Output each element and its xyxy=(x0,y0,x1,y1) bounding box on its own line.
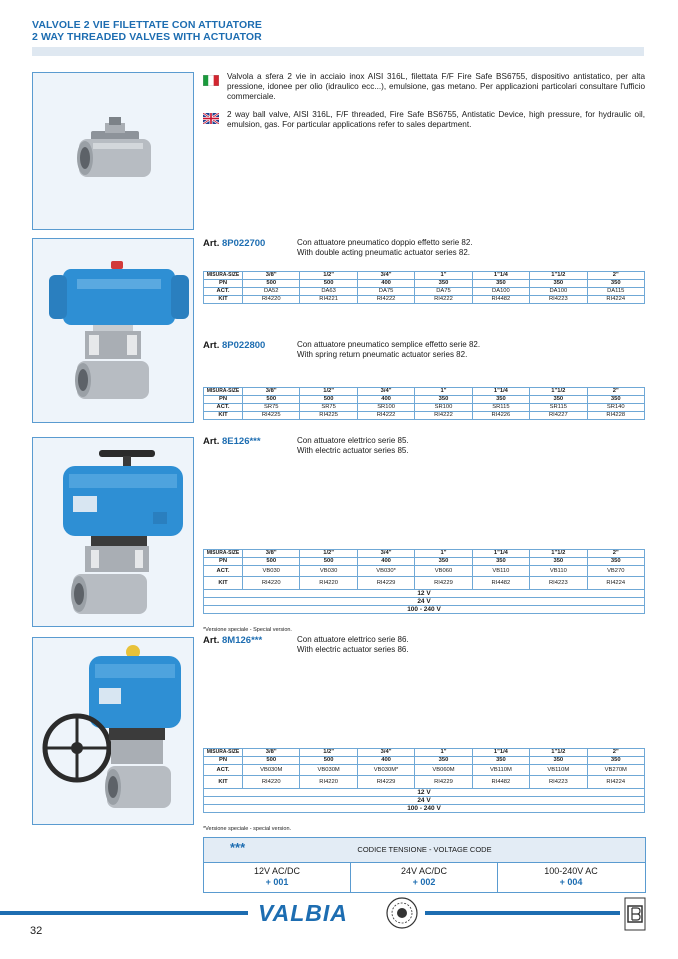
act-cell: DA63 xyxy=(300,288,357,296)
page-title-it: VALVOLE 2 VIE FILETTATE CON ATTUATORE xyxy=(32,19,263,31)
act-cell: VB030* xyxy=(357,566,414,577)
size-label: MISURA-SIZE xyxy=(204,272,243,280)
pneumatic-actuator-illustration xyxy=(33,239,193,422)
pn-row xyxy=(204,757,645,765)
article-4-prefix: Art. xyxy=(203,635,220,646)
kit-cell: RI4229 xyxy=(357,776,414,789)
voltage-code-header xyxy=(204,838,645,863)
kit-cell: RI4222 xyxy=(415,412,472,420)
kit-cell: RI4222 xyxy=(357,296,414,304)
header-bar xyxy=(32,47,644,56)
article-4-code xyxy=(203,635,262,646)
size-cell: 1"1/4 xyxy=(472,388,529,396)
intro-text-en: 2 way ball valve, AISI 316L, F/F threaded, Fire Safe BS6755, Antistatic Device, high pressure, for hydraulic oil, emulsion, gas. For particular applications refer to sales department. xyxy=(227,110,645,129)
pn-cell: 350 xyxy=(587,558,644,566)
product-photo-pneumatic-actuator xyxy=(32,238,194,423)
voltage-code-suffix: + 002 xyxy=(412,877,436,887)
kit-cell: RI4224 xyxy=(587,577,644,590)
pn-row xyxy=(204,280,645,288)
kit-cell: RI4229 xyxy=(415,577,472,590)
article-1-desc-en: With double acting pneumatic actuator series 82. xyxy=(297,248,470,257)
kit-cell: RI4221 xyxy=(300,296,357,304)
voltage-code-item xyxy=(351,863,498,892)
intro-text-it: Valvola a sfera 2 vie in acciaio inox AISI 316L, filettata F/F Fire Safe BS6755, dispositivo antistatico, per alta pressione, idonee per olio (idraulico ecc...), emulsione, gas metano. Per applicazioni particolari consultare l'ufficio commerciale. xyxy=(227,72,645,101)
kit-cell: RI4228 xyxy=(587,412,644,420)
size-cell: 1" xyxy=(415,388,472,396)
pn-cell: 350 xyxy=(472,757,529,765)
pn-cell: 400 xyxy=(357,757,414,765)
act-cell: DA75 xyxy=(357,288,414,296)
act-label: ACT. xyxy=(204,288,243,296)
pn-label: PN xyxy=(204,396,243,404)
article-1-desc-it: Con attuatore pneumatico doppio effetto serie 82. xyxy=(297,238,473,247)
voltage-code-stars: *** xyxy=(230,840,246,855)
footer-line-right xyxy=(425,911,620,915)
act-cell: VB030M* xyxy=(357,765,414,776)
electric-actuator-85-illustration xyxy=(33,438,193,626)
pn-cell: 500 xyxy=(243,757,300,765)
act-cell: VB110M xyxy=(472,765,529,776)
pn-cell: 350 xyxy=(472,558,529,566)
article-3-prefix: Art. xyxy=(203,436,220,447)
size-cell: 3/8" xyxy=(243,272,300,280)
size-cell: 3/8" xyxy=(243,550,300,558)
pn-cell: 500 xyxy=(300,757,357,765)
act-cell: VB110 xyxy=(530,566,587,577)
pn-label: PN xyxy=(204,757,243,765)
brand-logo xyxy=(254,898,374,928)
voltage-cell: 12 V xyxy=(204,590,645,598)
act-cell: DA115 xyxy=(587,288,644,296)
act-cell: VB030M xyxy=(243,765,300,776)
kit-cell: RI4225 xyxy=(243,412,300,420)
act-cell: VB060 xyxy=(415,566,472,577)
voltage-code-voltage: 12V AC/DC xyxy=(253,866,301,876)
pn-cell: 350 xyxy=(530,280,587,288)
size-cell: 2" xyxy=(587,749,644,757)
pn-cell: 350 xyxy=(530,757,587,765)
kit-row xyxy=(204,776,645,789)
voltage-cell: 24 V xyxy=(204,797,645,805)
kit-cell: RI4224 xyxy=(587,776,644,789)
kit-cell: RI4482 xyxy=(472,296,529,304)
article-3-table xyxy=(203,549,645,614)
size-label: MISURA-SIZE xyxy=(204,388,243,396)
kit-cell: RI4223 xyxy=(530,577,587,590)
size-cell: 1"1/2 xyxy=(530,388,587,396)
act-cell: SR100 xyxy=(357,404,414,412)
act-cell: SR75 xyxy=(300,404,357,412)
size-cell: 3/4" xyxy=(357,388,414,396)
product-photo-bare-valve xyxy=(32,72,194,230)
size-row xyxy=(204,272,645,280)
pn-cell: 400 xyxy=(357,280,414,288)
pn-cell: 500 xyxy=(300,558,357,566)
article-2-code xyxy=(203,340,265,351)
product-photo-electric-actuator-86 xyxy=(32,637,194,825)
uk-flag-icon xyxy=(203,111,219,122)
pn-row xyxy=(204,396,645,404)
act-row xyxy=(204,288,645,296)
size-label: MISURA-SIZE xyxy=(204,749,243,757)
kit-cell: RI4220 xyxy=(243,296,300,304)
pn-cell: 350 xyxy=(587,757,644,765)
pn-cell: 500 xyxy=(243,396,300,404)
pn-cell: 350 xyxy=(415,757,472,765)
kit-cell: RI4229 xyxy=(415,776,472,789)
article-1-number: 8P022700 xyxy=(222,238,266,249)
act-label: ACT. xyxy=(204,765,243,776)
kit-cell: RI4482 xyxy=(472,776,529,789)
kit-cell: RI4222 xyxy=(357,412,414,420)
voltage-row xyxy=(204,598,645,606)
product-photo-electric-actuator-85 xyxy=(32,437,194,627)
kit-row xyxy=(204,577,645,590)
act-cell: VB270 xyxy=(587,566,644,577)
voltage-cell: 100 - 240 V xyxy=(204,805,645,813)
pn-cell: 350 xyxy=(530,558,587,566)
pn-cell: 350 xyxy=(530,396,587,404)
act-cell: DA100 xyxy=(472,288,529,296)
page-title-en: 2 WAY THREADED VALVES WITH ACTUATOR xyxy=(32,31,262,43)
pn-cell: 500 xyxy=(243,280,300,288)
act-cell: VB270M xyxy=(587,765,644,776)
size-cell: 3/8" xyxy=(243,388,300,396)
act-cell: VB030M xyxy=(300,765,357,776)
act-cell: VB030 xyxy=(243,566,300,577)
article-2-number: 8P022800 xyxy=(222,340,266,351)
act-cell: SR75 xyxy=(243,404,300,412)
kit-cell: RI4223 xyxy=(530,776,587,789)
voltage-cell: 24 V xyxy=(204,598,645,606)
article-4-table xyxy=(203,748,645,813)
page-number: 32 xyxy=(30,925,43,937)
electric-actuator-86-illustration xyxy=(33,638,193,824)
size-cell: 3/8" xyxy=(243,749,300,757)
kit-cell: RI4223 xyxy=(530,296,587,304)
act-cell: DA52 xyxy=(243,288,300,296)
size-row xyxy=(204,550,645,558)
act-label: ACT. xyxy=(204,566,243,577)
kit-row xyxy=(204,296,645,304)
act-cell: DA100 xyxy=(530,288,587,296)
voltage-row xyxy=(204,606,645,614)
size-cell: 1"1/4 xyxy=(472,272,529,280)
size-row xyxy=(204,388,645,396)
size-row xyxy=(204,749,645,757)
size-cell: 1"1/2 xyxy=(530,550,587,558)
pn-cell: 400 xyxy=(357,396,414,404)
act-label: ACT. xyxy=(204,404,243,412)
voltage-code-box xyxy=(203,837,646,893)
voltage-code-item xyxy=(204,863,351,892)
pn-cell: 350 xyxy=(587,280,644,288)
article-3-note: *Versione speciale - Special version. xyxy=(203,627,292,633)
kit-cell: RI4220 xyxy=(243,776,300,789)
pn-label: PN xyxy=(204,280,243,288)
voltage-row xyxy=(204,797,645,805)
size-cell: 2" xyxy=(587,388,644,396)
size-label: MISURA-SIZE xyxy=(204,550,243,558)
size-cell: 2" xyxy=(587,272,644,280)
article-4-number: 8M126*** xyxy=(222,635,263,646)
size-cell: 1" xyxy=(415,749,472,757)
valbia-logo-icon xyxy=(254,898,374,928)
kit-label: KIT xyxy=(204,776,243,789)
pn-cell: 350 xyxy=(587,396,644,404)
certification-seal-icon xyxy=(385,896,419,930)
act-cell: SR140 xyxy=(587,404,644,412)
act-cell: VB060M xyxy=(415,765,472,776)
article-2-desc-it: Con attuatore pneumatico semplice effetto serie 82. xyxy=(297,340,481,349)
pn-cell: 350 xyxy=(415,558,472,566)
voltage-cell: 12 V xyxy=(204,789,645,797)
kit-label: KIT xyxy=(204,412,243,420)
voltage-code-voltage: 24V AC/DC xyxy=(400,866,448,876)
kit-label: KIT xyxy=(204,577,243,590)
act-cell: SR100 xyxy=(415,404,472,412)
act-row xyxy=(204,765,645,776)
brand-name: VALBIA xyxy=(258,900,348,926)
act-row xyxy=(204,566,645,577)
kit-cell: RI4225 xyxy=(300,412,357,420)
voltage-code-item xyxy=(498,863,644,892)
article-1-code xyxy=(203,238,265,249)
act-cell: VB110 xyxy=(472,566,529,577)
size-cell: 3/4" xyxy=(357,272,414,280)
pn-label: PN xyxy=(204,558,243,566)
article-3-number: 8E126*** xyxy=(222,436,261,447)
footer-line-left xyxy=(0,911,248,915)
article-2-table xyxy=(203,387,645,420)
kit-cell: RI4220 xyxy=(300,577,357,590)
voltage-code-suffix: + 004 xyxy=(559,877,583,887)
act-cell: VB110M xyxy=(530,765,587,776)
article-3-code xyxy=(203,436,261,447)
size-cell: 2" xyxy=(587,550,644,558)
act-row xyxy=(204,404,645,412)
size-cell: 1"1/4 xyxy=(472,550,529,558)
article-1-prefix: Art. xyxy=(203,238,220,249)
voltage-code-title: CODICE TENSIONE - VOLTAGE CODE xyxy=(357,845,492,854)
ball-valve-illustration xyxy=(33,73,193,229)
size-cell: 1" xyxy=(415,272,472,280)
size-cell: 1" xyxy=(415,550,472,558)
article-4-desc-it: Con attuatore elettrico serie 86. xyxy=(297,635,409,644)
voltage-code-voltage: 100-240V AC xyxy=(544,866,598,876)
kit-cell: RI4227 xyxy=(530,412,587,420)
size-cell: 3/4" xyxy=(357,550,414,558)
voltage-row xyxy=(204,789,645,797)
pn-cell: 400 xyxy=(357,558,414,566)
kit-cell: RI4220 xyxy=(300,776,357,789)
pn-cell: 350 xyxy=(472,396,529,404)
pn-cell: 500 xyxy=(300,396,357,404)
size-cell: 1/2" xyxy=(300,749,357,757)
size-cell: 3/4" xyxy=(357,749,414,757)
size-cell: 1/2" xyxy=(300,550,357,558)
article-3-desc-en: With electric actuator series 85. xyxy=(297,446,409,455)
size-cell: 1"1/2 xyxy=(530,749,587,757)
size-cell: 1/2" xyxy=(300,272,357,280)
group-logo-icon xyxy=(624,897,646,931)
kit-cell: RI4226 xyxy=(472,412,529,420)
kit-label: KIT xyxy=(204,296,243,304)
article-4-desc-en: With electric actuator series 86. xyxy=(297,645,409,654)
act-cell: SR115 xyxy=(472,404,529,412)
act-cell: DA75 xyxy=(415,288,472,296)
kit-cell: RI4229 xyxy=(357,577,414,590)
act-cell: SR115 xyxy=(530,404,587,412)
article-2-desc-en: With spring return pneumatic actuator series 82. xyxy=(297,350,468,359)
kit-cell: RI4220 xyxy=(243,577,300,590)
article-1-table xyxy=(203,271,645,304)
kit-cell: RI4224 xyxy=(587,296,644,304)
pn-cell: 500 xyxy=(243,558,300,566)
voltage-code-suffix: + 001 xyxy=(265,877,289,887)
kit-row xyxy=(204,412,645,420)
voltage-row xyxy=(204,590,645,598)
kit-cell: RI4482 xyxy=(472,577,529,590)
article-3-desc-it: Con attuatore elettrico serie 85. xyxy=(297,436,409,445)
article-2-prefix: Art. xyxy=(203,340,220,351)
size-cell: 1"1/2 xyxy=(530,272,587,280)
pn-cell: 350 xyxy=(415,396,472,404)
kit-cell: RI4222 xyxy=(415,296,472,304)
voltage-row xyxy=(204,805,645,813)
pn-cell: 350 xyxy=(472,280,529,288)
italy-flag-icon xyxy=(203,73,219,84)
act-cell: VB030 xyxy=(300,566,357,577)
pn-row xyxy=(204,558,645,566)
pn-cell: 350 xyxy=(415,280,472,288)
size-cell: 1"1/4 xyxy=(472,749,529,757)
voltage-cell: 100 - 240 V xyxy=(204,606,645,614)
size-cell: 1/2" xyxy=(300,388,357,396)
pn-cell: 500 xyxy=(300,280,357,288)
article-4-note: *Versione speciale - special version. xyxy=(203,826,292,832)
